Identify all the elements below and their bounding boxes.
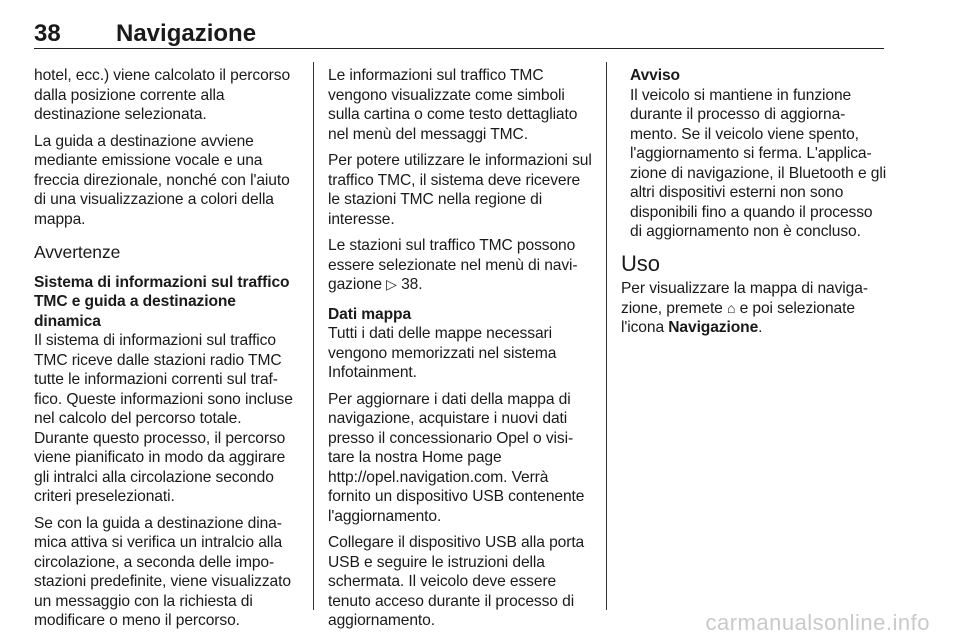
home-icon: ⌂	[726, 299, 736, 316]
paragraph-text: Le stazioni sul traffico TMC possono essere selezionate nel menù di navigazione	[328, 237, 578, 293]
paragraph: Il sistema di informazioni sul traffico TMC riceve dalle stazioni radio TMC tutte le informazioni correnti sul traffico. Queste informazioni sono incluse nel calcolo del percorso totale. Durante questo processo, il percorso viene pianificato in modo da aggirare gli intralci alla circolazione secondo criteri preselezionati.	[34, 332, 293, 505]
note-text: Il veicolo si mantiene in funzione durante il processo di aggiornamento. Se il veicolo viene spento, l'aggiornamento si ferma. L'applicazione di navigazione, il Bluetooth e gli altri dispositivi esterni non sono disponibili fino a quando il processo di aggiornamento non è concluso.	[630, 86, 887, 240]
navigazione-label: Navigazione	[668, 319, 759, 336]
note-title: Avviso	[630, 67, 680, 84]
paragraph: Per potere utilizzare le informazioni sul traffico TMC, il sistema deve ricevere le stazioni TMC nella regione di interesse.	[328, 152, 592, 228]
section-heading-uso: Uso	[621, 250, 660, 276]
column-divider	[313, 62, 314, 610]
column-3	[621, 66, 887, 345]
paragraph-with-reference	[328, 236, 594, 295]
paragraph-text: Per visualizzare la mappa di navigazione, premete	[621, 280, 869, 317]
page-number: 38	[34, 20, 61, 47]
note-box	[621, 66, 887, 242]
watermark: carmanualsonline.info	[705, 610, 930, 635]
paragraph-text: .	[758, 319, 763, 336]
subheading-tmc: Sistema di informazioni sul traffico TMC e guida a destinazione dinamica	[34, 273, 290, 330]
paragraph-text: e poi selezionate l'icona	[621, 299, 855, 336]
column-divider	[606, 62, 607, 610]
column-2	[328, 66, 594, 638]
paragraph: hotel, ecc.) viene calcolato il percorso dalla posizione corrente alla destinazione selezionata.	[34, 67, 291, 123]
chapter-title: Navigazione	[116, 20, 257, 47]
paragraph: Per aggiornare i dati della mappa di navigazione, acquistare i nuovi dati presso il concessionario Opel o visitare la nostra Home page http://opel.navigation.com. Verrà fornito un dispositivo USB contenente l'aggiornamento.	[328, 390, 585, 525]
section-heading-avvertenze: Avvertenze	[34, 242, 121, 262]
page-reference-icon: ▷	[386, 276, 397, 292]
page-header	[34, 14, 884, 49]
column-1	[34, 66, 300, 638]
paragraph: Tutti i dati delle mappe necessari vengono memorizzati nel sistema Infotainment.	[328, 325, 557, 381]
page-reference-number: 38.	[401, 276, 423, 293]
paragraph-uso	[621, 279, 887, 338]
paragraph: Se con la guida a destinazione dinamica attiva si verifica un intralcio alla circolazione, a seconda delle impostazioni predefinite, viene visualizzato un messaggio con la richiesta di modificare o meno il percorso.	[34, 514, 291, 629]
subheading-dati-mappa: Dati mappa	[328, 305, 412, 323]
paragraph: Collegare il dispositivo USB alla porta USB e seguire le istruzioni della schermata. Il veicolo deve essere tenuto acceso durante il processo di aggiornamento.	[328, 534, 585, 629]
paragraph: La guida a destinazione avviene mediante emissione vocale e una freccia direzionale, nonché con l'aiuto di una visualizzazione a colori della mappa.	[34, 132, 290, 228]
paragraph: Le informazioni sul traffico TMC vengono visualizzate come simboli sulla cartina o come testo dettagliato nel menù del messaggi TMC.	[328, 67, 578, 143]
